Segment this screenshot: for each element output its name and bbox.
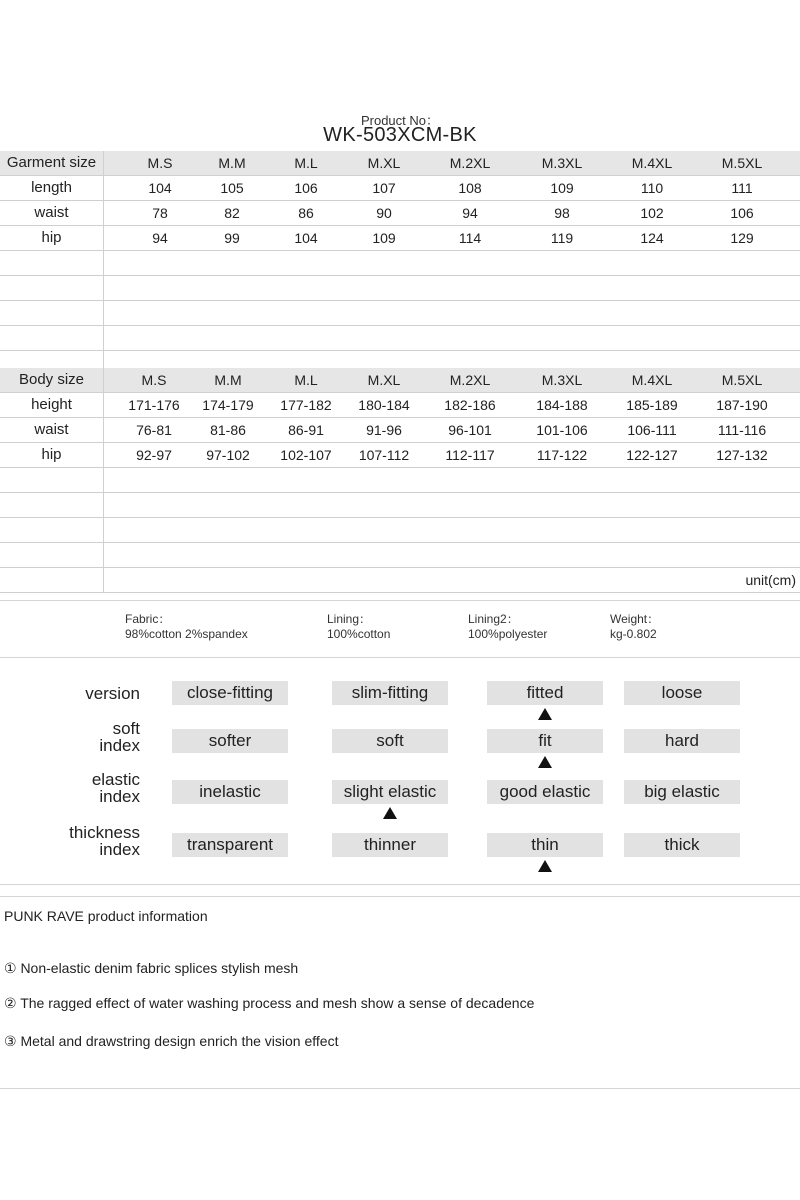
size-header-cell: M.XL (367, 155, 401, 171)
empty-table-row (0, 568, 800, 593)
table-cell: 124 (640, 230, 664, 246)
table-cell: 82 (224, 205, 240, 221)
table-row-label: waist (0, 201, 104, 225)
lining-info (327, 612, 390, 642)
table-header-row (0, 368, 800, 393)
table-cell: 119 (550, 230, 574, 246)
table-cell: 184-188 (536, 397, 588, 413)
size-header-cell: M.3XL (541, 155, 583, 171)
empty-table-row-label (0, 276, 104, 300)
fabric-label: Fabric： (125, 612, 171, 626)
table-cell: 102-107 (280, 447, 332, 463)
empty-table-row-label (0, 251, 104, 275)
lining-value: 100%cotton (327, 627, 391, 641)
table-cell: 96-101 (448, 422, 492, 438)
table-cell: 187-190 (716, 397, 768, 413)
table-cell: 177-182 (280, 397, 332, 413)
lining-label: Lining： (327, 612, 372, 626)
section-divider (0, 657, 800, 658)
table-cell: 182-186 (444, 397, 496, 413)
table-cell: 86-91 (288, 422, 324, 438)
table-row (0, 176, 800, 201)
table-cell: 86 (298, 205, 314, 221)
attribute-label (0, 771, 140, 805)
table-cell: 106 (730, 205, 754, 221)
table-cell: 104 (148, 180, 172, 196)
empty-table-row (0, 326, 800, 351)
size-header-cell: M.XL (367, 372, 401, 388)
table-cell: 78 (152, 205, 168, 221)
attribute-option: fitted (487, 681, 603, 705)
section-divider (0, 600, 800, 601)
size-header-cell: M.M (214, 372, 242, 388)
attribute-option: close-fitting (172, 681, 288, 705)
table-cell: 106-111 (627, 422, 677, 438)
selected-marker-icon (538, 756, 552, 768)
product-info-item: ① Non-elastic denim fabric splices stylish mesh (4, 960, 299, 976)
attribute-label (0, 824, 140, 858)
table-cell: 112-117 (445, 447, 495, 463)
size-header-cell: M.4XL (631, 372, 673, 388)
size-header-cell: M.5XL (721, 155, 763, 171)
attribute-option: inelastic (172, 780, 288, 804)
table-cell: 99 (224, 230, 240, 246)
attribute-label-line: thickness (69, 823, 140, 842)
table-row (0, 201, 800, 226)
empty-table-row-label (0, 543, 104, 567)
table-cell: 111-116 (717, 422, 767, 438)
weight-info (610, 612, 659, 642)
table-cell: 114 (458, 230, 482, 246)
table-cell: 81-86 (210, 422, 246, 438)
table-row-label: height (0, 393, 104, 417)
table-row-label: hip (0, 443, 104, 467)
table-cell: 109 (550, 180, 574, 196)
attribute-option: hard (624, 729, 740, 753)
body-size-table (0, 368, 800, 593)
table-cell: 76-81 (136, 422, 172, 438)
size-header-cell: M.5XL (721, 372, 763, 388)
attribute-option: slim-fitting (332, 681, 448, 705)
empty-table-row-label (0, 568, 104, 592)
empty-table-row (0, 276, 800, 301)
empty-table-row-label (0, 468, 104, 492)
fabric-value: 98%cotton 2%spandex (125, 627, 248, 641)
table-cell: 97-102 (206, 447, 250, 463)
attribute-label-line: elastic (91, 770, 140, 789)
empty-table-row-label (0, 326, 104, 350)
table-cell: 127-132 (716, 447, 768, 463)
attribute-option: good elastic (487, 780, 603, 804)
empty-table-row (0, 468, 800, 493)
attribute-option: thinner (332, 833, 448, 857)
attribute-label-line: soft (112, 719, 140, 738)
attribute-option: transparent (172, 833, 288, 857)
attribute-option: big elastic (624, 780, 740, 804)
table-row (0, 226, 800, 251)
size-header-cell: M.L (294, 155, 318, 171)
selected-marker-icon (538, 860, 552, 872)
garment-size-table (0, 151, 800, 376)
attribute-option: thin (487, 833, 603, 857)
product-info-item: ③ Metal and drawstring design enrich the vision effect (4, 1033, 339, 1049)
section-divider (0, 896, 800, 897)
table-row (0, 393, 800, 418)
size-header-cell: M.S (147, 155, 173, 171)
attribute-option: thick (624, 833, 740, 857)
size-header-cell: M.2XL (449, 372, 491, 388)
empty-table-row (0, 301, 800, 326)
empty-table-row (0, 251, 800, 276)
table-cell: 174-179 (202, 397, 254, 413)
table-header-row-label: Garment size (0, 151, 104, 175)
table-row-label: hip (0, 226, 104, 250)
table-cell: 106 (294, 180, 318, 196)
fabric-info (125, 612, 248, 642)
table-cell: 101-106 (536, 422, 588, 438)
lining2-info (468, 612, 547, 642)
lining2-value: 100%polyester (468, 627, 548, 641)
table-cell: 90 (376, 205, 392, 221)
table-header-row (0, 151, 800, 176)
table-cell: 104 (294, 230, 318, 246)
table-cell: 111 (731, 180, 753, 196)
section-divider (0, 1088, 800, 1089)
table-cell: 129 (730, 230, 754, 246)
unit-label: unit(cm) (745, 572, 796, 588)
table-cell: 108 (458, 180, 482, 196)
selected-marker-icon (538, 708, 552, 720)
table-header-row-label: Body size (0, 368, 104, 392)
product-info-title: PUNK RAVE product information (4, 908, 208, 924)
empty-table-row-label (0, 493, 104, 517)
table-cell: 122-127 (626, 447, 678, 463)
table-cell: 107 (372, 180, 396, 196)
lining2-label: Lining2： (468, 612, 519, 626)
table-cell: 98 (554, 205, 570, 221)
size-header-cell: M.M (218, 155, 246, 171)
attribute-option: soft (332, 729, 448, 753)
table-cell: 105 (220, 180, 244, 196)
attribute-label-line: index (99, 787, 140, 806)
attribute-option: slight elastic (332, 780, 448, 804)
table-row-label: waist (0, 418, 104, 442)
size-header-cell: M.4XL (631, 155, 673, 171)
table-cell: 180-184 (358, 397, 410, 413)
size-header-cell: M.3XL (541, 372, 583, 388)
empty-table-row-label (0, 518, 104, 542)
table-cell: 110 (640, 180, 664, 196)
empty-table-row-label (0, 301, 104, 325)
table-row (0, 443, 800, 468)
weight-value: kg-0.802 (610, 627, 657, 641)
product-info-item: ② The ragged effect of water washing process and mesh show a sense of decadence (4, 995, 535, 1011)
attribute-label-line: index (99, 736, 140, 755)
size-header-cell: M.2XL (449, 155, 491, 171)
weight-label: Weight： (610, 612, 660, 626)
table-cell: 185-189 (626, 397, 678, 413)
attribute-option: softer (172, 729, 288, 753)
table-cell: 117-122 (536, 447, 588, 463)
attribute-label (0, 720, 140, 754)
size-header-cell: M.L (294, 372, 318, 388)
section-divider (0, 884, 800, 885)
table-cell: 92-97 (136, 447, 172, 463)
table-cell: 109 (372, 230, 396, 246)
table-cell: 94 (462, 205, 478, 221)
attribute-option: loose (624, 681, 740, 705)
product-number: WK-503XCM-BK (323, 124, 477, 146)
empty-table-row (0, 518, 800, 543)
table-cell: 107-112 (358, 447, 410, 463)
attribute-label (0, 685, 140, 702)
attribute-label-line: index (99, 840, 140, 859)
size-header-cell: M.S (141, 372, 167, 388)
empty-table-row (0, 493, 800, 518)
table-cell: 91-96 (366, 422, 402, 438)
selected-marker-icon (383, 807, 397, 819)
table-cell: 171-176 (128, 397, 180, 413)
table-row-label: length (0, 176, 104, 200)
attribute-label-line: version (85, 684, 140, 703)
product-no-label: Product No： (360, 113, 440, 128)
table-cell: 102 (640, 205, 664, 221)
table-row (0, 418, 800, 443)
table-cell: 94 (152, 230, 168, 246)
attribute-option: fit (487, 729, 603, 753)
empty-table-row (0, 543, 800, 568)
